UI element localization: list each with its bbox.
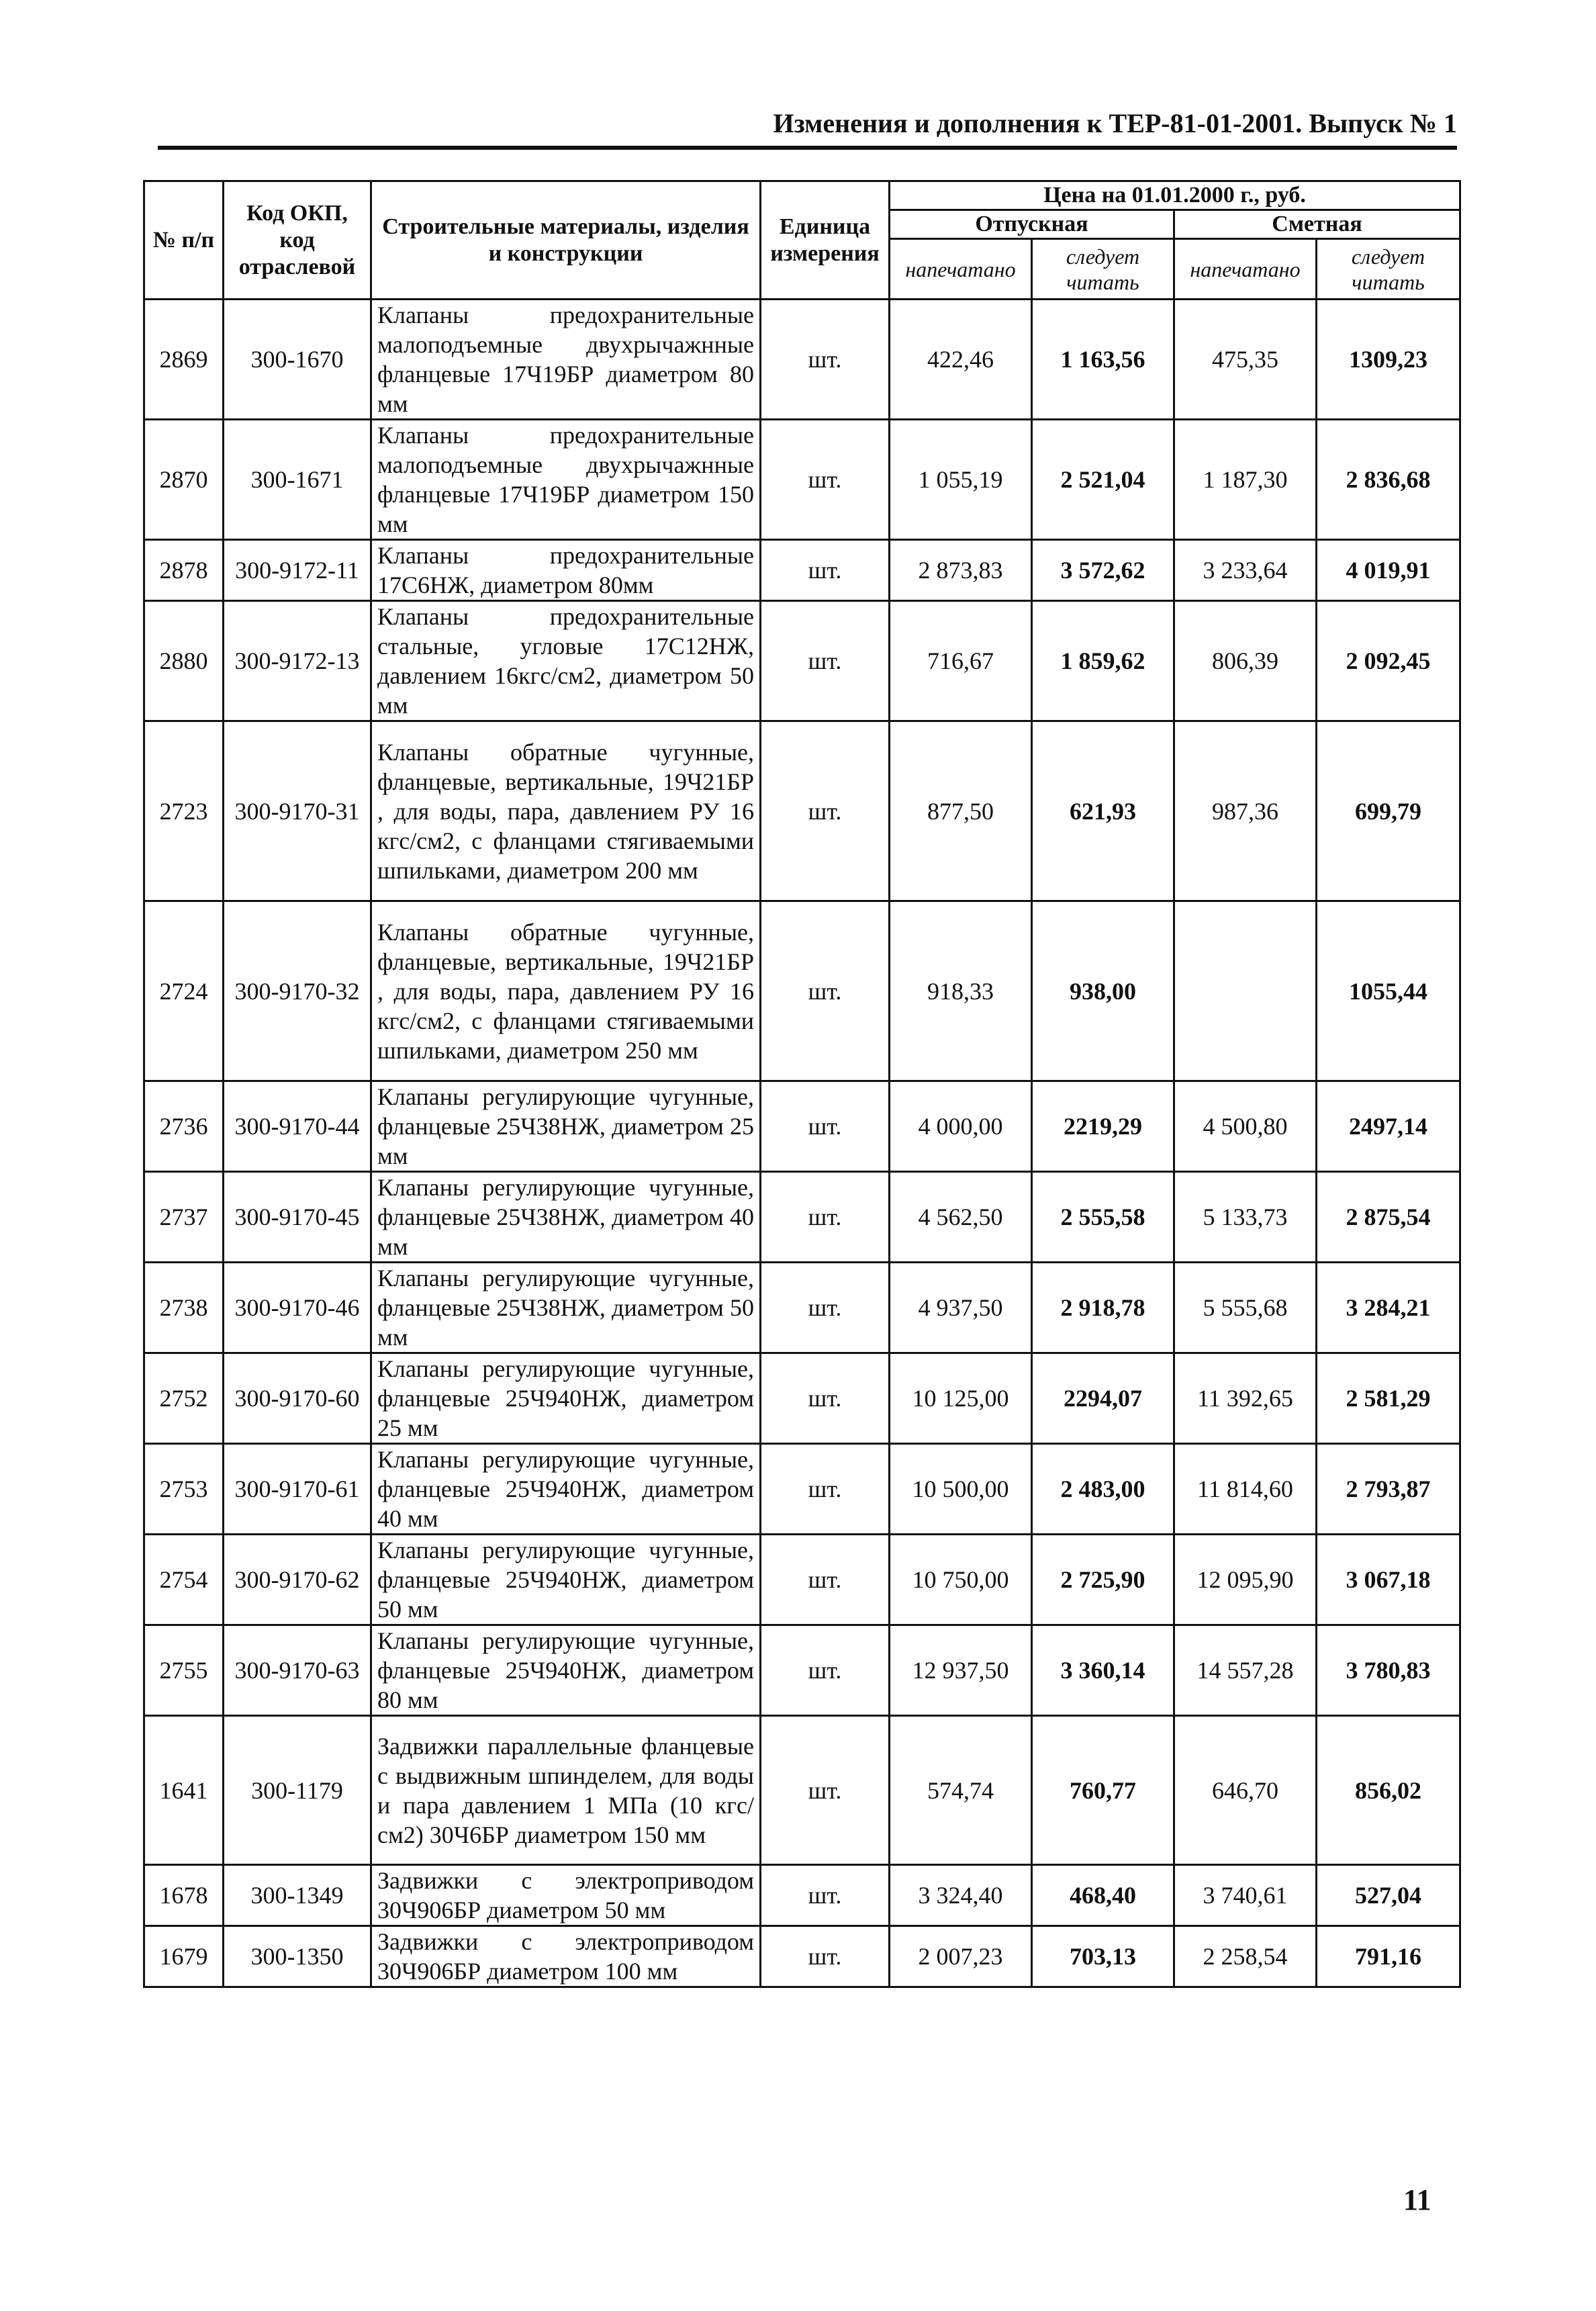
row-estimate-printed: 806,39 xyxy=(1174,601,1317,721)
row-unit: шт. xyxy=(761,300,890,420)
row-unit: шт. xyxy=(761,1865,890,1926)
estimate-price-header: Сметная xyxy=(1174,210,1460,239)
row-estimate-printed: 14 557,28 xyxy=(1174,1625,1317,1716)
page-header: Изменения и дополнения к ТЕР-81-01-2001. Выпуск № 1 xyxy=(158,107,1457,150)
row-code: 300-1671 xyxy=(224,420,371,540)
row-release-printed: 2 873,83 xyxy=(890,540,1032,601)
row-estimate-should-read: 3 067,18 xyxy=(1317,1535,1460,1625)
row-release-should-read: 3 572,62 xyxy=(1032,540,1174,601)
row-estimate-should-read: 2497,14 xyxy=(1317,1081,1460,1172)
row-release-printed: 10 125,00 xyxy=(890,1353,1032,1444)
row-release-should-read: 703,13 xyxy=(1032,1926,1174,1987)
release-price-header: Отпускная xyxy=(890,210,1174,239)
table-body xyxy=(144,300,1460,1987)
row-release-printed: 4 562,50 xyxy=(890,1172,1032,1263)
row-estimate-printed: 4 500,80 xyxy=(1174,1081,1317,1172)
row-release-should-read: 621,93 xyxy=(1032,721,1174,901)
row-release-should-read: 938,00 xyxy=(1032,901,1174,1081)
row-num: 2755 xyxy=(144,1625,224,1716)
row-estimate-should-read: 1309,23 xyxy=(1317,300,1460,420)
row-release-should-read: 468,40 xyxy=(1032,1865,1174,1926)
row-release-printed: 4 000,00 xyxy=(890,1081,1032,1172)
row-release-should-read: 2 918,78 xyxy=(1032,1263,1174,1353)
row-estimate-printed: 3 233,64 xyxy=(1174,540,1317,601)
row-release-should-read: 1 163,56 xyxy=(1032,300,1174,420)
row-release-printed: 10 500,00 xyxy=(890,1444,1032,1535)
table-row xyxy=(144,1926,1460,1987)
row-release-printed: 12 937,50 xyxy=(890,1625,1032,1716)
row-num: 2754 xyxy=(144,1535,224,1625)
table-row xyxy=(144,1535,1460,1625)
row-estimate-printed: 987,36 xyxy=(1174,721,1317,901)
row-unit: шт. xyxy=(761,1444,890,1535)
column-material-header: Строительные материалы, изделия и конструкции xyxy=(371,181,761,300)
table-row xyxy=(144,420,1460,540)
row-estimate-should-read: 2 092,45 xyxy=(1317,601,1460,721)
row-unit: шт. xyxy=(761,601,890,721)
row-estimate-should-read: 2 793,87 xyxy=(1317,1444,1460,1535)
table-row xyxy=(144,1625,1460,1716)
row-unit: шт. xyxy=(761,540,890,601)
row-estimate-should-read: 856,02 xyxy=(1317,1716,1460,1865)
row-release-should-read: 2 555,58 xyxy=(1032,1172,1174,1263)
row-estimate-printed: 11 392,65 xyxy=(1174,1353,1317,1444)
row-code: 300-9170-31 xyxy=(224,721,371,901)
row-description: Клапаны регулирующие чугунные, фланцевые 25Ч940НЖ, диаметром 25 мм xyxy=(371,1353,761,1444)
row-estimate-should-read: 1055,44 xyxy=(1317,901,1460,1081)
row-release-printed: 877,50 xyxy=(890,721,1032,901)
row-num: 2738 xyxy=(144,1263,224,1353)
row-estimate-should-read: 699,79 xyxy=(1317,721,1460,901)
row-unit: шт. xyxy=(761,1353,890,1444)
row-release-should-read: 1 859,62 xyxy=(1032,601,1174,721)
table-row xyxy=(144,1444,1460,1535)
row-num: 2724 xyxy=(144,901,224,1081)
table-header xyxy=(144,181,1460,300)
row-release-printed: 4 937,50 xyxy=(890,1263,1032,1353)
row-num: 2753 xyxy=(144,1444,224,1535)
row-num: 2752 xyxy=(144,1353,224,1444)
row-release-printed: 574,74 xyxy=(890,1716,1032,1865)
row-release-should-read: 2 483,00 xyxy=(1032,1444,1174,1535)
row-release-printed: 716,67 xyxy=(890,601,1032,721)
row-code: 300-9170-61 xyxy=(224,1444,371,1535)
row-num: 2880 xyxy=(144,601,224,721)
estimate-should-read-header: следует читать xyxy=(1317,239,1460,300)
row-code: 300-1349 xyxy=(224,1865,371,1926)
row-unit: шт. xyxy=(761,1172,890,1263)
row-release-should-read: 2 725,90 xyxy=(1032,1535,1174,1625)
release-should-read-header: следует читать xyxy=(1032,239,1174,300)
row-num: 2737 xyxy=(144,1172,224,1263)
column-num-header: № п/п xyxy=(144,181,224,300)
row-release-printed: 2 007,23 xyxy=(890,1926,1032,1987)
row-description: Клапаны регулирующие чугунные, фланцевые 25Ч38НЖ, диаметром 50 мм xyxy=(371,1263,761,1353)
table-row xyxy=(144,1353,1460,1444)
row-code: 300-9170-32 xyxy=(224,901,371,1081)
row-unit: шт. xyxy=(761,1716,890,1865)
row-estimate-printed: 12 095,90 xyxy=(1174,1535,1317,1625)
table-row xyxy=(144,1716,1460,1865)
row-description: Задвижки с электроприводом 30Ч906БР диаметром 50 мм xyxy=(371,1865,761,1926)
row-estimate-printed: 2 258,54 xyxy=(1174,1926,1317,1987)
price-group-header: Цена на 01.01.2000 г., руб. xyxy=(890,181,1460,210)
row-description: Клапаны регулирующие чугунные, фланцевые 25Ч940НЖ, диаметром 40 мм xyxy=(371,1444,761,1535)
table-row xyxy=(144,540,1460,601)
column-unit-header: Единица измерения xyxy=(761,181,890,300)
row-description: Клапаны регулирующие чугунные, фланцевые 25Ч38НЖ, диаметром 25 мм xyxy=(371,1081,761,1172)
row-estimate-should-read: 2 836,68 xyxy=(1317,420,1460,540)
row-estimate-printed: 5 555,68 xyxy=(1174,1263,1317,1353)
row-unit: шт. xyxy=(761,1263,890,1353)
row-unit: шт. xyxy=(761,1081,890,1172)
row-description: Клапаны предохранительные стальные, угловые 17С12НЖ, давлением 16кгс/см2, диаметром 50 мм xyxy=(371,601,761,721)
row-num: 2870 xyxy=(144,420,224,540)
row-unit: шт. xyxy=(761,1535,890,1625)
row-release-printed: 10 750,00 xyxy=(890,1535,1032,1625)
row-code: 300-9170-62 xyxy=(224,1535,371,1625)
row-code: 300-9170-63 xyxy=(224,1625,371,1716)
row-estimate-printed: 5 133,73 xyxy=(1174,1172,1317,1263)
row-description: Клапаны регулирующие чугунные, фланцевые 25Ч38НЖ, диаметром 40 мм xyxy=(371,1172,761,1263)
row-description: Клапаны обратные чугунные, фланцевые, вертикальные, 19Ч21БР , для воды, пара, давлением РУ 16 кгс/см2, с фланцами стягиваемыми шпильками, диаметром 200 мм xyxy=(371,721,761,901)
row-release-printed: 422,46 xyxy=(890,300,1032,420)
row-release-should-read: 760,77 xyxy=(1032,1716,1174,1865)
row-estimate-printed: 475,35 xyxy=(1174,300,1317,420)
release-printed-header: напечатано xyxy=(890,239,1032,300)
row-description: Задвижки с электроприводом 30Ч906БР диаметром 100 мм xyxy=(371,1926,761,1987)
row-code: 300-9170-44 xyxy=(224,1081,371,1172)
row-num: 2723 xyxy=(144,721,224,901)
row-code: 300-1670 xyxy=(224,300,371,420)
row-description: Задвижки параллельные фланцевые с выдвижным шпинделем, для воды и пара давлением 1 МПа (10 кгс/см2) 30Ч6БР диаметром 150 мм xyxy=(371,1716,761,1865)
table-row xyxy=(144,601,1460,721)
row-description: Клапаны предохранительные малоподъемные двухрычажнные фланцевые 17Ч19БР диаметром 80 мм xyxy=(371,300,761,420)
row-estimate-should-read: 3 780,83 xyxy=(1317,1625,1460,1716)
row-release-should-read: 2219,29 xyxy=(1032,1081,1174,1172)
row-description: Клапаны регулирующие чугунные, фланцевые 25Ч940НЖ, диаметром 80 мм xyxy=(371,1625,761,1716)
table-row xyxy=(144,1263,1460,1353)
row-unit: шт. xyxy=(761,1625,890,1716)
row-release-printed: 1 055,19 xyxy=(890,420,1032,540)
row-unit: шт. xyxy=(761,721,890,901)
row-num: 1678 xyxy=(144,1865,224,1926)
table-row xyxy=(144,1081,1460,1172)
row-code: 300-9172-13 xyxy=(224,601,371,721)
price-table xyxy=(143,180,1461,1988)
row-release-printed: 3 324,40 xyxy=(890,1865,1032,1926)
page-number: 11 xyxy=(1403,2183,1431,2216)
row-code: 300-1179 xyxy=(224,1716,371,1865)
row-release-printed: 918,33 xyxy=(890,901,1032,1081)
row-num: 2869 xyxy=(144,300,224,420)
row-estimate-printed: 646,70 xyxy=(1174,1716,1317,1865)
table-row xyxy=(144,300,1460,420)
row-num: 2878 xyxy=(144,540,224,601)
row-release-should-read: 2294,07 xyxy=(1032,1353,1174,1444)
row-release-should-read: 2 521,04 xyxy=(1032,420,1174,540)
row-estimate-should-read: 3 284,21 xyxy=(1317,1263,1460,1353)
row-estimate-printed: 11 814,60 xyxy=(1174,1444,1317,1535)
column-code-header: Код ОКП, код отраслевой xyxy=(224,181,371,300)
row-code: 300-9170-60 xyxy=(224,1353,371,1444)
row-description: Клапаны регулирующие чугунные, фланцевые 25Ч940НЖ, диаметром 50 мм xyxy=(371,1535,761,1625)
row-unit: шт. xyxy=(761,901,890,1081)
table-row xyxy=(144,721,1460,901)
row-code: 300-1350 xyxy=(224,1926,371,1987)
row-description: Клапаны обратные чугунные, фланцевые, вертикальные, 19Ч21БР , для воды, пара, давлением РУ 16 кгс/см2, с фланцами стягиваемыми шпильками, диаметром 250 мм xyxy=(371,901,761,1081)
row-description: Клапаны предохранительные 17С6НЖ, диаметром 80мм xyxy=(371,540,761,601)
row-estimate-should-read: 4 019,91 xyxy=(1317,540,1460,601)
row-description: Клапаны предохранительные малоподъемные двухрычажнные фланцевые 17Ч19БР диаметром 150 мм xyxy=(371,420,761,540)
row-estimate-should-read: 791,16 xyxy=(1317,1926,1460,1987)
row-estimate-should-read: 2 581,29 xyxy=(1317,1353,1460,1444)
row-unit: шт. xyxy=(761,1926,890,1987)
row-estimate-printed xyxy=(1174,901,1317,1081)
estimate-printed-header: напечатано xyxy=(1174,239,1317,300)
row-estimate-should-read: 527,04 xyxy=(1317,1865,1460,1926)
row-num: 1641 xyxy=(144,1716,224,1865)
row-estimate-printed: 3 740,61 xyxy=(1174,1865,1317,1926)
table-row xyxy=(144,1865,1460,1926)
row-code: 300-9170-46 xyxy=(224,1263,371,1353)
row-code: 300-9170-45 xyxy=(224,1172,371,1263)
table-row xyxy=(144,901,1460,1081)
row-release-should-read: 3 360,14 xyxy=(1032,1625,1174,1716)
row-estimate-should-read: 2 875,54 xyxy=(1317,1172,1460,1263)
row-num: 1679 xyxy=(144,1926,224,1987)
row-unit: шт. xyxy=(761,420,890,540)
row-code: 300-9172-11 xyxy=(224,540,371,601)
row-estimate-printed: 1 187,30 xyxy=(1174,420,1317,540)
table-row xyxy=(144,1172,1460,1263)
row-num: 2736 xyxy=(144,1081,224,1172)
